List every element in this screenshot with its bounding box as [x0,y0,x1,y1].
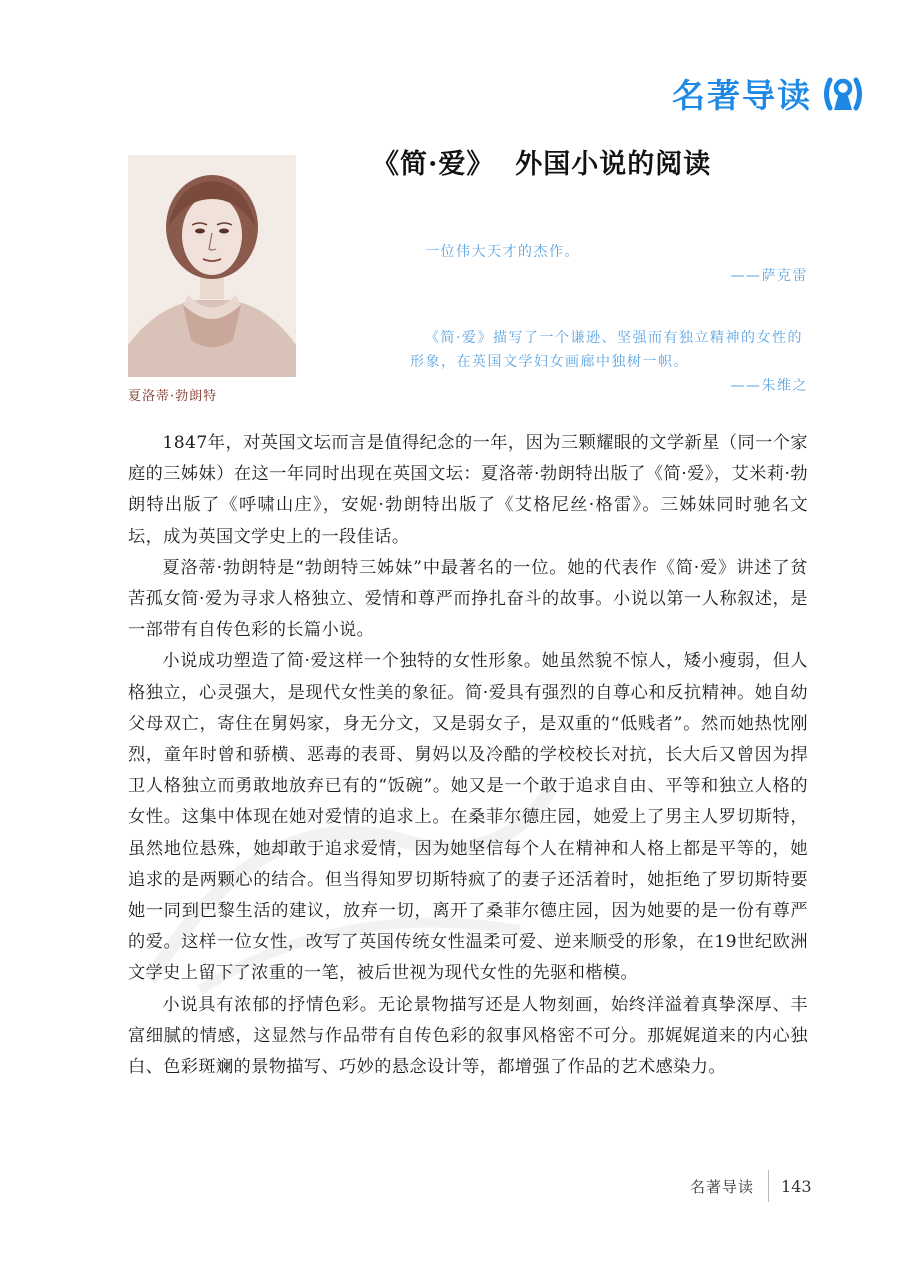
quote-author: ——朱维之 [730,378,808,394]
portrait-caption: 夏洛蒂·勃朗特 [128,389,218,404]
reading-guide-icon [822,74,864,114]
quote-author: ——萨克雷 [730,268,808,284]
paragraph: 夏洛蒂·勃朗特是“勃朗特三姊妹”中最著名的一位。她的代表作《简·爱》讲述了贫苦孤女简·爱为寻求人格独立、爱情和尊严而挣扎奋斗的故事。小说以第一人称叙述，是一部带有自传色彩的长篇小说。 [128,557,808,641]
page-footer [690,1170,812,1202]
footer-section-label: 名著导读 [690,1177,755,1196]
page-number: 143 [781,1176,812,1196]
section-header [672,70,864,117]
author-portrait [128,155,296,377]
epigraph-quotes [410,240,808,398]
quote-item [410,240,808,288]
section-title: 名著导读 [672,76,812,115]
article-title: 《简·爱》 外国小说的阅读 [372,149,712,180]
quote-text: 《简·爱》描写了一个谦逊、坚强而有独立精神的女性的形象，在英国文学妇女画廊中独树一帜。 [410,330,803,370]
paragraph: 1847年，对英国文坛而言是值得纪念的一年，因为三颗耀眼的文学新星（同一个家庭的三姊妹）在这一年同时出现在英国文坛：夏洛蒂·勃朗特出版了《简·爱》，艾米莉·勃朗特出版了《呼啸山庄》，安妮·勃朗特出版了《艾格尼丝·格雷》。三姊妹同时驰名文坛，成为英国文学史上的一段佳话。 [128,433,808,547]
quote-item [410,326,808,398]
article-body [128,428,808,1083]
footer-divider [768,1170,769,1202]
quote-text: 一位伟大天才的杰作。 [425,244,580,260]
paragraph: 小说成功塑造了简·爱这样一个独特的女性形象。她虽然貌不惊人，矮小瘦弱，但人格独立，心灵强大，是现代女性美的象征。简·爱具有强烈的自尊心和反抗精神。她自幼父母双亡，寄住在舅妈家，身无分文，又是弱女子，是双重的“低贱者”。然而她热忱刚烈，童年时曾和骄横、恶毒的表哥、舅妈以及冷酷的学校校长对抗，长大后又曾因为捍卫人格独立而勇敢地放弃已有的“饭碗”。她又是一个敢于追求自由、平等和独立人格的女性。这集中体现在她对爱情的追求上。在桑菲尔德庄园，她爱上了男主人罗切斯特，虽然地位悬殊，她却敢于追求爱情，因为她坚信每个人在精神和人格上都是平等的，她追求的是两颗心的结合。但当得知罗切斯特疯了的妻子还活着时，她拒绝了罗切斯特要她一同到巴黎生活的建议，放弃一切，离开了桑菲尔德庄园，因为她要的是一份有尊严的爱。这样一位女性，改写了英国传统女性温柔可爱、逆来顺受的形象，在19世纪欧洲文学史上留下了浓重的一笔，被后世视为现代女性的先驱和楷模。 [128,651,808,984]
paragraph: 小说具有浓郁的抒情色彩。无论景物描写还是人物刻画，始终洋溢着真挚深厚、丰富细腻的情感，这显然与作品带有自传色彩的叙事风格密不可分。那娓娓道来的内心独白、色彩斑斓的景物描写、巧妙的悬念设计等，都增强了作品的艺术感染力。 [128,994,808,1078]
